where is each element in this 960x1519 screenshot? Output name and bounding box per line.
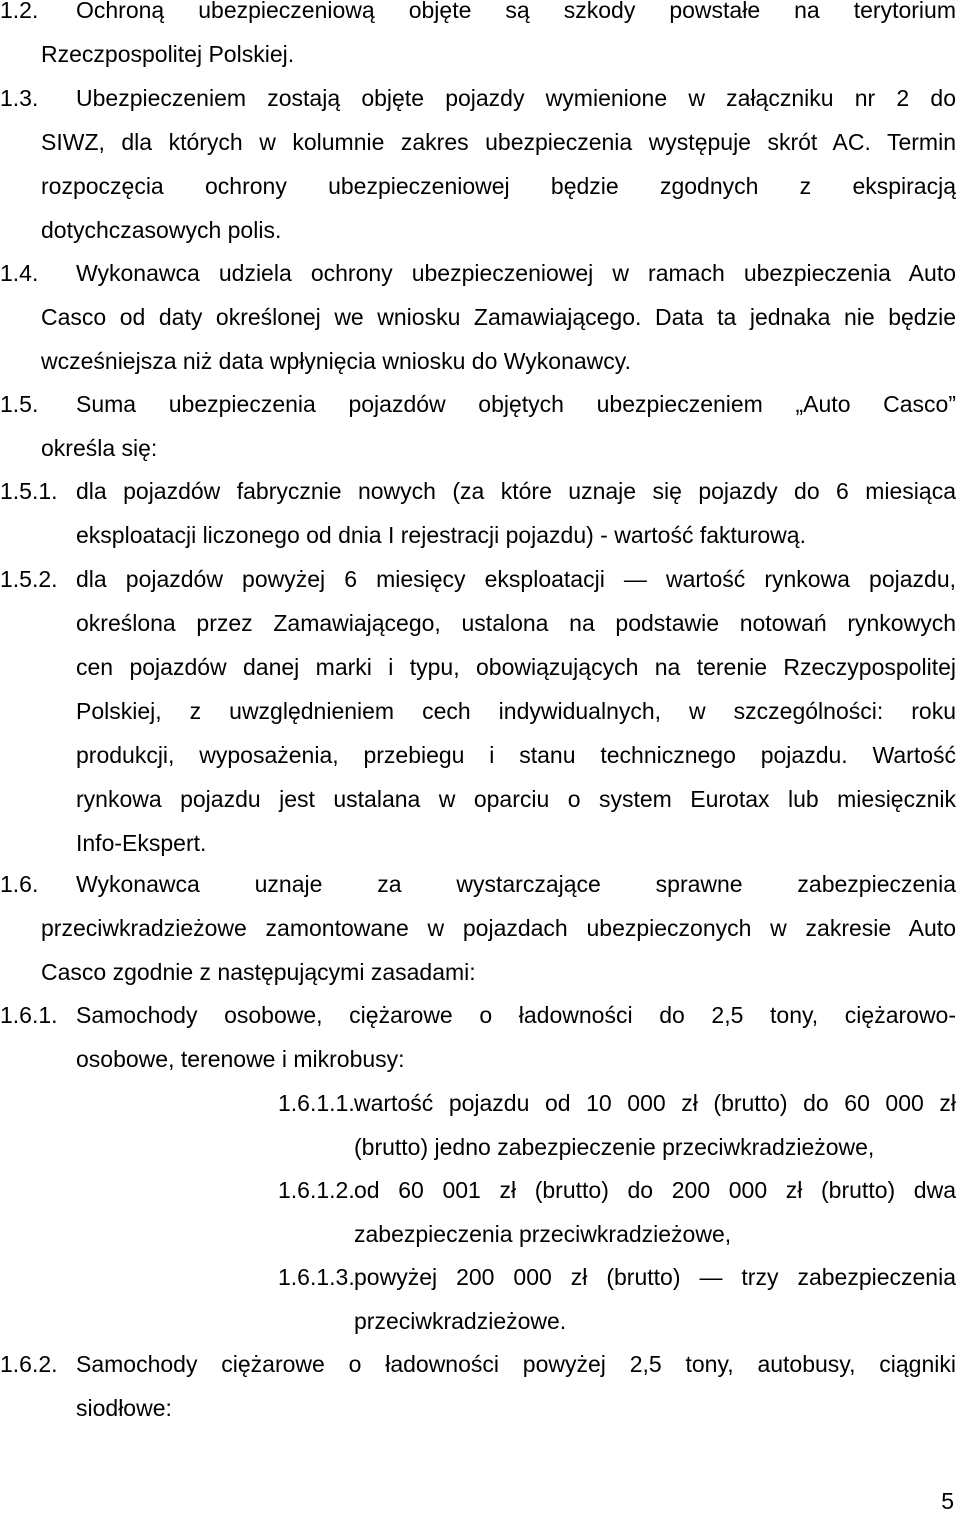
section-text-line: Ubezpieczeniem zostają objęte pojazdy wymienione w załączniku nr 2 do xyxy=(76,85,956,111)
section-text-line: powyżej 200 000 zł (brutto) — trzy zabezpieczenia xyxy=(354,1264,956,1290)
section-text-line: osobowe, terenowe i mikrobusy: xyxy=(76,1046,405,1072)
section-text-line: Samochody osobowe, ciężarowe o ładowności do 2,5 tony, ciężarowo- xyxy=(76,1002,956,1028)
section-number: 1.6.1.2. xyxy=(278,1177,355,1203)
section-number: 1.6. xyxy=(0,871,39,897)
section-text-line: SIWZ, dla których w kolumnie zakres ubezpieczenia występuje skrót AC. Termin xyxy=(41,129,956,155)
section-text-line: przeciwkradzieżowe. xyxy=(354,1308,567,1334)
section-text-line: eksploatacji liczonego od dnia I rejestracji pojazdu) - wartość fakturową. xyxy=(76,522,806,548)
section-text-line: określona przez Zamawiającego, ustalona na podstawie notowań rynkowych xyxy=(76,610,956,636)
section-text-line: dotychczasowych polis. xyxy=(41,217,282,243)
section-text-line: siodłowe: xyxy=(76,1395,172,1421)
page-number: 5 xyxy=(941,1488,954,1514)
section-text-line: dla pojazdów powyżej 6 miesięcy eksploatacji — wartość rynkowa pojazdu, xyxy=(76,566,956,592)
section-text-line: produkcji, wyposażenia, przebiegu i stanu technicznego pojazdu. Wartość xyxy=(76,742,956,768)
section-text-line: Casco zgodnie z następującymi zasadami: xyxy=(41,959,476,985)
section-number: 1.5.2. xyxy=(0,566,58,592)
section-text-line: określa się: xyxy=(41,435,158,461)
section-number: 1.6.2. xyxy=(0,1351,58,1377)
section-text-line: cen pojazdów danej marki i typu, obowiązujących na terenie Rzeczypospolitej xyxy=(76,654,956,680)
section-number: 1.5.1. xyxy=(0,478,58,504)
section-number: 1.2. xyxy=(0,0,39,23)
section-text-line: (brutto) jedno zabezpieczenie przeciwkradzieżowe, xyxy=(354,1134,875,1160)
section-text-line: zabezpieczenia przeciwkradzieżowe, xyxy=(354,1221,732,1247)
section-text-line: rynkowa pojazdu jest ustalana w oparciu o system Eurotax lub miesięcznik xyxy=(76,786,956,812)
section-number: 1.6.1.3. xyxy=(278,1264,355,1290)
section-number: 1.5. xyxy=(0,391,39,417)
section-text-line: Rzeczpospolitej Polskiej. xyxy=(41,41,295,67)
section-text-line: Wykonawca udziela ochrony ubezpieczeniowej w ramach ubezpieczenia Auto xyxy=(76,260,956,286)
section-text-line: rozpoczęcia ochrony ubezpieczeniowej będzie zgodnych z ekspiracją xyxy=(41,173,956,199)
section-text-line: przeciwkradzieżowe zamontowane w pojazdach ubezpieczonych w zakresie Auto xyxy=(41,915,956,941)
section-number: 1.3. xyxy=(0,85,39,111)
section-text-line: od 60 001 zł (brutto) do 200 000 zł (brutto) dwa xyxy=(354,1177,956,1203)
section-number: 1.4. xyxy=(0,260,39,286)
section-text-line: Suma ubezpieczenia pojazdów objętych ubezpieczeniem „Auto Casco” xyxy=(76,391,956,417)
section-text-line: Polskiej, z uwzględnieniem cech indywidualnych, w szczególności: roku xyxy=(76,698,956,724)
section-text-line: wcześniejsza niż data wpłynięcia wniosku do Wykonawcy. xyxy=(41,348,631,374)
section-text-line: Samochody ciężarowe o ładowności powyżej 2,5 tony, autobusy, ciągniki xyxy=(76,1351,956,1377)
section-text-line: Casco od daty określonej we wniosku Zamawiającego. Data ta jednaka nie będzie xyxy=(41,304,956,330)
section-text-line: dla pojazdów fabrycznie nowych (za które uznaje się pojazdy do 6 miesiąca xyxy=(76,478,956,504)
section-number: 1.6.1. xyxy=(0,1002,58,1028)
section-number: 1.6.1.1. xyxy=(278,1090,355,1116)
section-text-line: Info-Ekspert. xyxy=(76,830,207,856)
section-text-line: Ochroną ubezpieczeniową objęte są szkody powstałe na terytorium xyxy=(76,0,956,23)
section-text-line: Wykonawca uznaje za wystarczające sprawne zabezpieczenia xyxy=(76,871,956,897)
section-text-line: wartość pojazdu od 10 000 zł (brutto) do 60 000 zł xyxy=(354,1090,956,1116)
